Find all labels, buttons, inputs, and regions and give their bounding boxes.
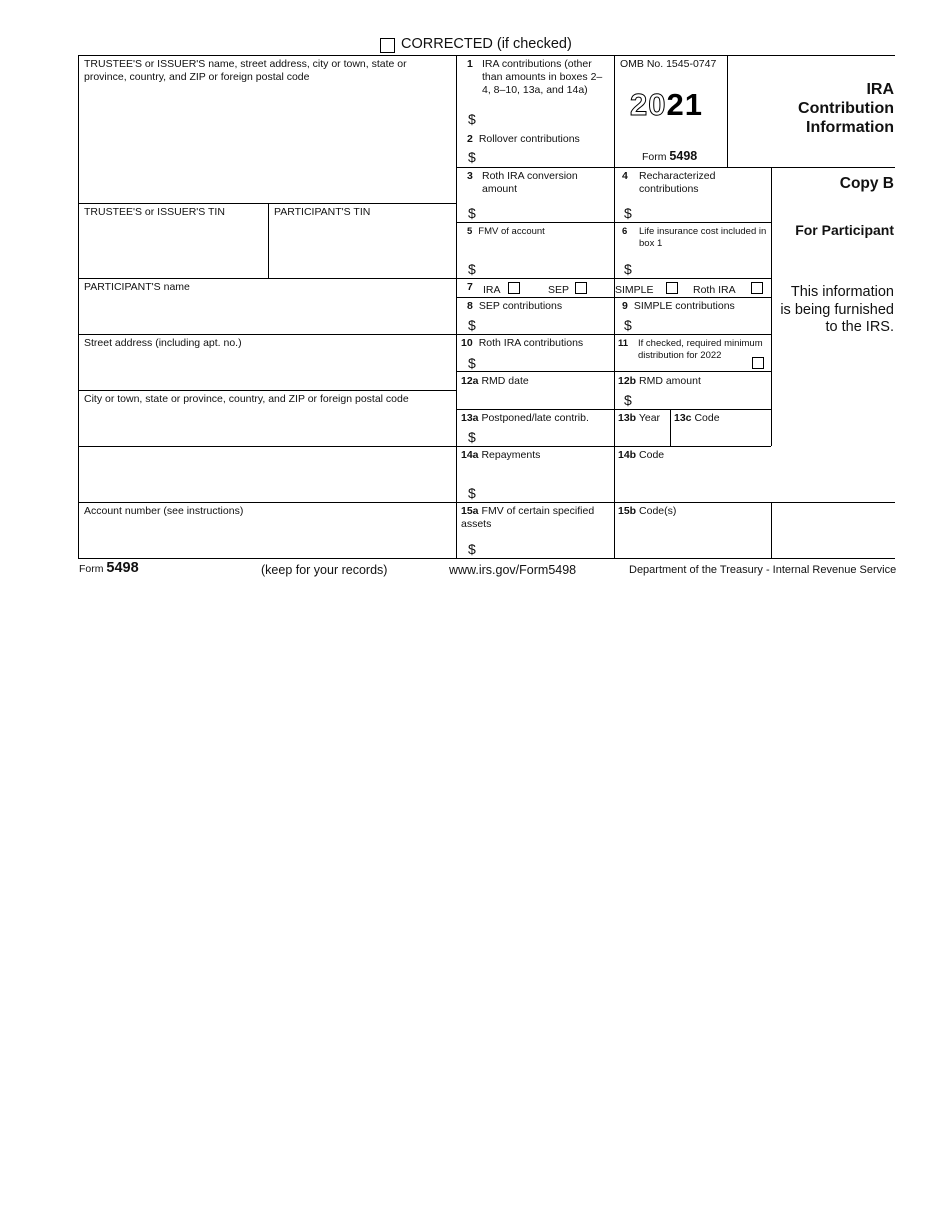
street-address-label: Street address (including apt. no.) [84, 337, 242, 349]
box-15a-label: 15a FMV of certain specified assets [461, 505, 595, 530]
box-8-label: 8 SEP contributions [467, 300, 563, 312]
box-13b-label: 13b Year [618, 412, 661, 424]
footer-form-number: Form 5498 [79, 560, 139, 576]
box-6-label: 6 Life insurance cost included in box 1 [622, 226, 767, 249]
box-13c-label: 13c Code [674, 412, 720, 424]
box-7-sep-checkbox[interactable] [575, 282, 587, 294]
box-6-dollar: $ [624, 261, 632, 277]
footer-department: Department of the Treasury - Internal Revenue Service [629, 564, 897, 576]
box-9-dollar: $ [624, 317, 632, 333]
omb-number: OMB No. 1545-0747 [620, 58, 717, 70]
box-7-simple-checkbox[interactable] [666, 282, 678, 294]
box-15b-label: 15b Code(s) [618, 505, 677, 517]
footer-keep-records: (keep for your records) [261, 563, 388, 577]
box-7-ira-checkbox[interactable] [508, 282, 520, 294]
box-5-dollar: $ [468, 261, 476, 277]
box-11-checkbox[interactable] [752, 357, 764, 369]
tax-year: 2021 [630, 87, 703, 122]
box-13a-dollar: $ [468, 429, 476, 445]
box-15a-dollar: $ [468, 541, 476, 557]
box-10-label: 10 Roth IRA contributions [461, 337, 584, 349]
box-9-label: 9 SIMPLE contributions [622, 300, 735, 312]
city-state-label: City or town, state or province, country, and ZIP or foreign postal code [84, 393, 409, 405]
trustee-tin-label: TRUSTEE'S or ISSUER'S TIN [84, 206, 225, 218]
box-4-dollar: $ [624, 205, 632, 221]
box-14a-label: 14a Repayments [461, 449, 541, 461]
omb-form-number: Form 5498 [642, 149, 698, 163]
box-3-label: 3 Roth IRA conversion amount [467, 170, 578, 195]
footer-irs-url[interactable]: www.irs.gov/Form5498 [449, 563, 577, 577]
box-10-dollar: $ [468, 355, 476, 371]
box-3-dollar: $ [468, 205, 476, 221]
box-12b-dollar: $ [624, 392, 632, 408]
box-4-label: 4 Recharacterized contributions [622, 170, 716, 195]
box-8-dollar: $ [468, 317, 476, 333]
trustee-name-address-label: TRUSTEE'S or ISSUER'S name, street address, city or town, state or province, country, and ZIP or foreign postal code [84, 58, 407, 83]
account-number-label: Account number (see instructions) [84, 505, 244, 517]
box-14a-dollar: $ [468, 485, 476, 501]
participant-name-label: PARTICIPANT'S name [84, 281, 190, 293]
box-13a-label: 13a Postponed/late contrib. [461, 412, 589, 424]
box-2-dollar: $ [468, 149, 476, 165]
box-2-label: 2 Rollover contributions [467, 133, 580, 145]
box-7-roth-label: Roth IRA [693, 284, 736, 296]
corrected-checkbox[interactable] [380, 38, 395, 53]
box-7-sep-label: SEP [548, 284, 570, 296]
box-12a-label: 12a RMD date [461, 375, 529, 387]
box-12b-label: 12b RMD amount [618, 375, 701, 387]
participant-tin-label: PARTICIPANT'S TIN [274, 206, 371, 218]
box-11-label: 11 If checked, required minimum distribution for 2022 [618, 338, 763, 361]
box-7-simple-label: SIMPLE [615, 284, 654, 296]
box-7-number: 7 [467, 281, 473, 293]
box-7-roth-checkbox[interactable] [751, 282, 763, 294]
box-1-label: 1 IRA contributions (other than amounts in boxes 2–4, 8–10, 13a, and 14a) [467, 58, 603, 96]
box-5-label: 5 FMV of account [467, 226, 545, 237]
info-furnished-text: This information is being furnished to the IRS. [780, 284, 894, 335]
box-1-dollar: $ [468, 111, 476, 127]
for-participant-label: For Participant [795, 222, 894, 238]
box-7-ira-label: IRA [483, 284, 501, 296]
corrected-label: CORRECTED (if checked) [401, 36, 572, 52]
copy-b-label: Copy B [839, 175, 894, 192]
ira-contribution-title: IRA Contribution Information [798, 81, 894, 136]
box-14b-label: 14b Code [618, 449, 665, 461]
